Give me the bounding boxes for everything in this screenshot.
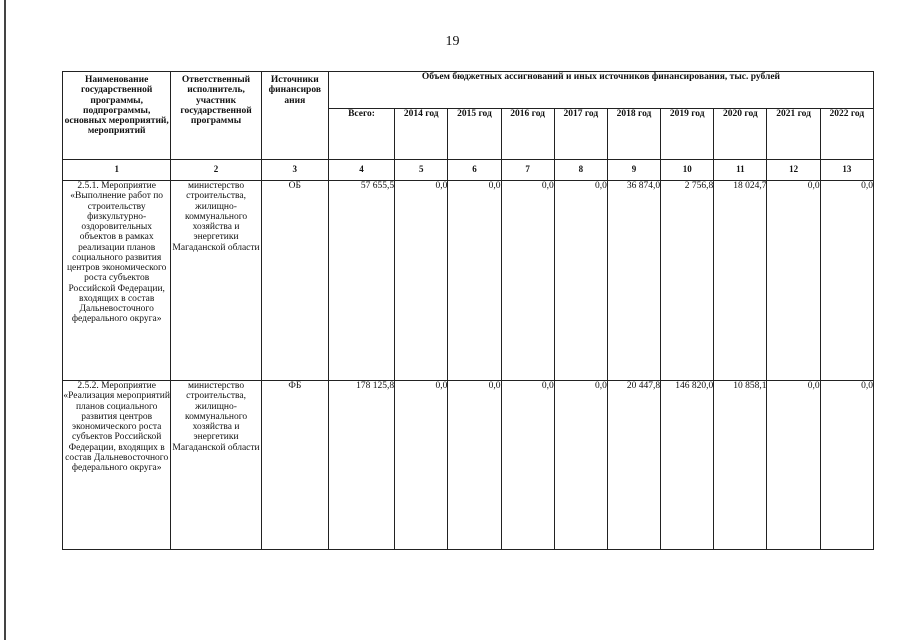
header-executor: Ответственный исполнитель, участник государственной программы (171, 72, 261, 160)
year-value-2018: 36 874,0 (607, 181, 660, 381)
header-year-2018: 2018 год (607, 109, 660, 160)
table-row (63, 381, 874, 550)
year-value-2015: 0,0 (448, 381, 501, 550)
year-value-2015: 0,0 (448, 181, 501, 381)
header-year-2020: 2020 год (714, 109, 767, 160)
col-number: 6 (448, 160, 501, 181)
col-number: 5 (395, 160, 448, 181)
header-source: Источники финансиров ания (261, 72, 328, 160)
col-number: 1 (63, 160, 171, 181)
page-number: 19 (445, 34, 460, 49)
funding-source: ОБ (261, 181, 328, 381)
header-year-2021: 2021 год (767, 109, 820, 160)
year-value-2017: 0,0 (554, 381, 607, 550)
col-number: 3 (261, 160, 328, 181)
total-value: 178 125,8 (328, 381, 394, 550)
activity-name: 2.5.2. Мероприятие «Реализация мероприятий планов социального развития центров экономического роста субъектов Российской Федерации, входящих в состав Дальневосточного федерального округа» (63, 381, 171, 550)
col-number: 2 (171, 160, 261, 181)
year-value-2021: 0,0 (767, 181, 820, 381)
year-value-2017: 0,0 (554, 181, 607, 381)
header-total: Всего: (328, 109, 394, 160)
header-year-2022: 2022 год (820, 109, 873, 160)
year-value-2014: 0,0 (395, 381, 448, 550)
total-value: 57 655,5 (328, 181, 394, 381)
activity-executor: министерство строительства, жилищно-коммунального хозяйства и энергетики Магаданской области (171, 381, 261, 550)
header-year-2016: 2016 год (501, 109, 554, 160)
col-number: 4 (328, 160, 394, 181)
col-number: 7 (501, 160, 554, 181)
page-edge-line (4, 0, 6, 640)
year-value-2019: 2 756,8 (661, 181, 714, 381)
year-value-2021: 0,0 (767, 381, 820, 550)
activity-name: 2.5.1. Мероприятие «Выполнение работ по строительству физкультурно-оздоровительных объектов в рамках реализации планов социального развития центров экономического роста субъектов Российской Федерации, входящих в состав Дальневосточного федерального округа» (63, 181, 171, 381)
year-value-2014: 0,0 (395, 181, 448, 381)
year-value-2016: 0,0 (501, 381, 554, 550)
header-name: Наименование государственной программы, подпрограммы, основных мероприятий, мероприятий (63, 72, 171, 160)
table-row (63, 181, 874, 381)
col-number: 13 (820, 160, 873, 181)
year-value-2020: 18 024,7 (714, 181, 767, 381)
year-value-2022: 0,0 (820, 381, 873, 550)
year-value-2019: 146 820,0 (661, 381, 714, 550)
year-value-2020: 10 858,1 (714, 381, 767, 550)
year-value-2018: 20 447,8 (607, 381, 660, 550)
header-year-2017: 2017 год (554, 109, 607, 160)
year-value-2016: 0,0 (501, 181, 554, 381)
budget-table (62, 71, 874, 550)
funding-source: ФБ (261, 381, 328, 550)
column-number-row (63, 160, 874, 181)
header-year-2015: 2015 год (448, 109, 501, 160)
col-number: 8 (554, 160, 607, 181)
col-number: 11 (714, 160, 767, 181)
header-year-2014: 2014 год (395, 109, 448, 160)
header-volume: Объем бюджетных ассигнований и иных источников финансирования, тыс. рублей (328, 72, 873, 109)
activity-executor: министерство строительства, жилищно-коммунального хозяйства и энергетики Магаданской области (171, 181, 261, 381)
col-number: 10 (661, 160, 714, 181)
header-year-2019: 2019 год (661, 109, 714, 160)
col-number: 9 (607, 160, 660, 181)
year-value-2022: 0,0 (820, 181, 873, 381)
col-number: 12 (767, 160, 820, 181)
